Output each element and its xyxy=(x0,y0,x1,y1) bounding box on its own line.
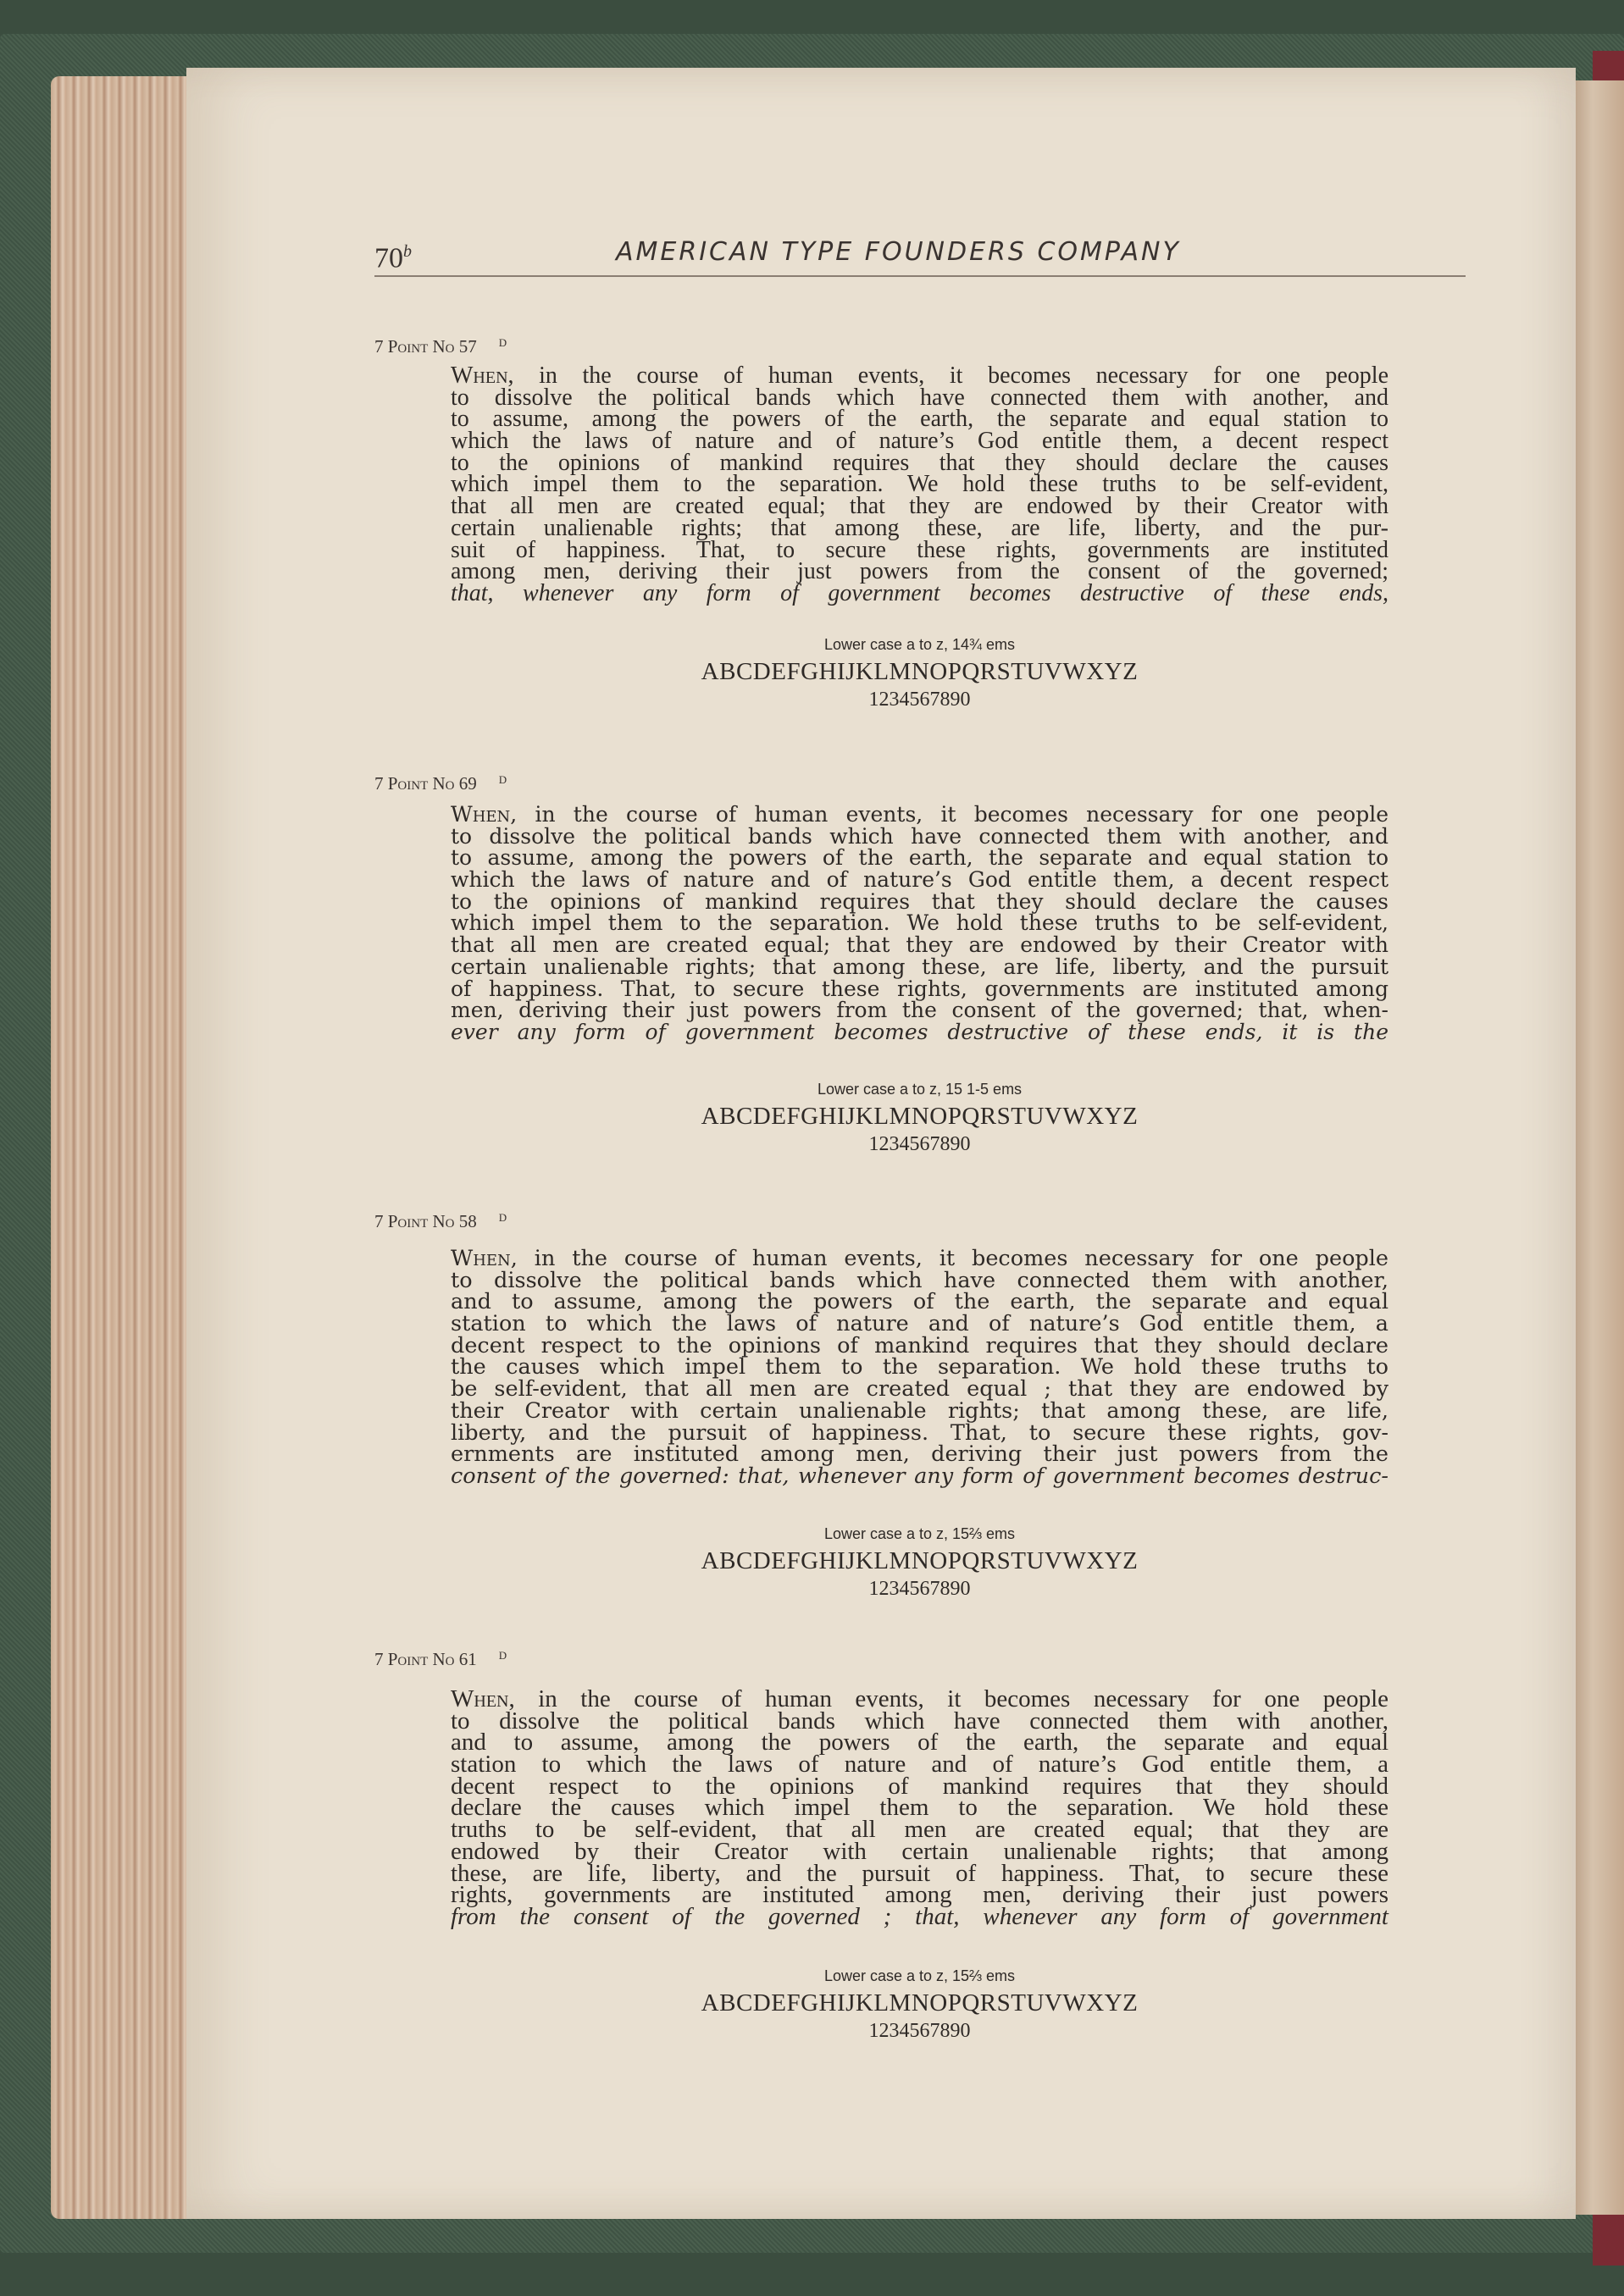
caps-alphabet: ABCDEFGHIJKLMNOPQRSTUVWXYZ xyxy=(701,1547,1139,1574)
line-text: , in the course of human events, it becomes necessary for one people xyxy=(507,362,1388,389)
line-text: ever any form of government becomes destructive of these ends, it is the xyxy=(451,1019,1388,1044)
lead-word: When xyxy=(451,362,508,389)
specimen-meta xyxy=(451,1967,1388,2045)
text-line xyxy=(451,1463,1388,1489)
specimen-meta xyxy=(451,636,1388,714)
line-text: of happiness. That, to secure these rights, governments are instituted among xyxy=(451,976,1388,1001)
specimen-text xyxy=(451,362,1388,606)
text-line xyxy=(451,1902,1388,1930)
figures: 1234567890 xyxy=(868,689,971,711)
specimen-meta xyxy=(451,1525,1388,1603)
specimen-meta xyxy=(451,1081,1388,1159)
line-text: certain unalienable rights; that among these, are life, liberty, and the pur- xyxy=(451,514,1388,541)
line-text: certain unalienable rights; that among these, are life, liberty, and the pursuit xyxy=(451,954,1388,979)
lead-word: When xyxy=(451,1246,511,1271)
figures: 1234567890 xyxy=(868,2020,971,2042)
line-text: from the consent of the governed ; that, whenever any form of government xyxy=(451,1902,1388,1930)
header-rule xyxy=(374,275,1466,277)
line-text: to assume, among the powers of the earth, the separate and equal station to xyxy=(451,406,1388,433)
text-line xyxy=(451,978,1388,1000)
line-text: liberty, and the pursuit of happiness. That, to secure these rights, gov- xyxy=(451,1419,1388,1446)
line-text: which impel them to the separation. We hold these truths to be self-evident, xyxy=(451,471,1388,498)
text-line xyxy=(451,934,1388,956)
line-text: that all men are created equal; that they are endowed by their Creator with xyxy=(451,493,1388,520)
line-text: to dissolve the political bands which have connected them with another, xyxy=(451,1707,1388,1734)
page-edges xyxy=(51,76,195,2219)
line-text: which the laws of nature and of nature’s God entitle them, a decent respect xyxy=(451,428,1388,455)
line-text: to dissolve the political bands which have connected them with another, xyxy=(451,1267,1388,1293)
ems-note: Lower case a to z, 15⅔ ems xyxy=(823,1967,1016,1984)
text-line xyxy=(451,847,1388,869)
text-line xyxy=(451,1021,1388,1043)
line-text: among men, deriving their just powers from the consent of the governed; xyxy=(451,558,1388,585)
line-text: to dissolve the political bands which have connected them with another, and xyxy=(451,823,1388,849)
specimen-text xyxy=(451,804,1388,1043)
line-text: that, whenever any form of government becomes destructive of these ends, xyxy=(451,579,1388,606)
line-text: to the opinions of mankind requires that they should declare the causes xyxy=(451,449,1388,476)
ems-note: Lower case a to z, 15⅔ ems xyxy=(823,1525,1016,1542)
text-line xyxy=(451,888,1388,914)
figures: 1234567890 xyxy=(868,1578,971,1600)
line-text: , in the course of human events, it becomes necessary for one people xyxy=(508,1685,1388,1712)
line-text: these, are life, liberty, and the pursuit of happiness. That, to secure these xyxy=(451,1859,1388,1887)
line-text: station to which the laws of nature and of nature’s God entitle them, a xyxy=(451,1751,1388,1779)
lead-word: When xyxy=(451,802,511,827)
text-line xyxy=(451,956,1388,978)
line-text: the causes which impel them to the separation. We hold these truths to xyxy=(451,1354,1388,1380)
specimen-label: 7 Point No 69 $^D$ xyxy=(374,773,507,794)
caps-alphabet: ABCDEFGHIJKLMNOPQRSTUVWXYZ xyxy=(701,658,1139,685)
text-line xyxy=(451,869,1388,891)
line-text: to the opinions of mankind requires that they should declare the causes xyxy=(451,888,1388,914)
text-line xyxy=(451,999,1388,1021)
caps-alphabet: ABCDEFGHIJKLMNOPQRSTUVWXYZ xyxy=(701,1989,1139,2017)
line-text: endowed by their Creator with certain unalienable rights; that among xyxy=(451,1837,1388,1865)
line-text: to assume, among the powers of the earth, the separate and equal station to xyxy=(451,845,1388,871)
line-text: rights, governments are instituted among men, deriving their just powers xyxy=(451,1881,1388,1909)
line-text: that all men are created equal; that they are endowed by their Creator with xyxy=(451,932,1388,958)
line-text: which impel them to the separation. We hold these truths to be self-evident, xyxy=(451,910,1388,936)
page-number: 70$^b$ xyxy=(374,242,412,274)
specimen-text xyxy=(451,1248,1388,1488)
caps-alphabet: ABCDEFGHIJKLMNOPQRSTUVWXYZ xyxy=(701,1103,1139,1130)
line-text: ernments are instituted among men, deriving their just powers from the xyxy=(451,1441,1388,1468)
line-text: their Creator with certain unalienable rights; that among these, are life, xyxy=(451,1397,1388,1424)
specimen-label: 7 Point No 57 $^D$ xyxy=(374,336,507,357)
line-text: to dissolve the political bands which have connected them with another, and xyxy=(451,384,1388,411)
specimen-text xyxy=(451,1685,1388,1930)
line-text: decent respect to the opinions of mankind requires that they should xyxy=(451,1772,1388,1800)
line-text: men, deriving their just powers from the consent of the governed; that, when- xyxy=(451,998,1388,1023)
page-header xyxy=(374,229,1464,279)
line-text: , in the course of human events, it becomes necessary for one people xyxy=(510,802,1388,827)
figures: 1234567890 xyxy=(868,1133,971,1155)
spine-corner-bottom xyxy=(1593,2215,1624,2266)
specimen-label: 7 Point No 61 $^D$ xyxy=(374,1649,507,1669)
line-text: suit of happiness. That, to secure these rights, governments are instituted xyxy=(451,536,1388,563)
text-line xyxy=(451,823,1388,849)
line-text: declare the causes which impel them to the separation. We hold these xyxy=(451,1794,1388,1822)
line-text: decent respect to the opinions of mankind requires that they should declare xyxy=(451,1332,1388,1358)
specimen-label: 7 Point No 58 $^D$ xyxy=(374,1211,507,1231)
spine-corner-top xyxy=(1593,51,1624,85)
line-text: and to assume, among the powers of the earth, the separate and equal xyxy=(451,1729,1388,1757)
lead-word: When xyxy=(451,1685,509,1712)
line-text: station to which the laws of nature and of nature’s God entitle them, a xyxy=(451,1311,1388,1337)
line-text: which the laws of nature and of nature’s God entitle them, a decent respect xyxy=(451,867,1388,893)
text-line xyxy=(451,912,1388,934)
text-line xyxy=(451,804,1388,826)
line-text: consent of the governed: that, whenever any form of government becomes destruc- xyxy=(451,1463,1388,1489)
line-text: , in the course of human events, it becomes necessary for one people xyxy=(510,1246,1388,1271)
ems-note: Lower case a to z, 15 1-5 ems xyxy=(817,1081,1023,1098)
running-head: AMERICAN TYPE FOUNDERS COMPANY xyxy=(616,237,1181,267)
line-text: be self-evident, that all men are created equal ; that they are endowed by xyxy=(451,1376,1388,1402)
facing-page-edge xyxy=(1571,80,1624,2215)
ems-note: Lower case a to z, 14¾ ems xyxy=(823,636,1016,653)
line-text: truths to be self-evident, that all men are created equal; that they are xyxy=(451,1816,1388,1844)
text-line xyxy=(451,579,1388,606)
line-text: and to assume, among the powers of the earth, the separate and equal xyxy=(451,1289,1388,1315)
